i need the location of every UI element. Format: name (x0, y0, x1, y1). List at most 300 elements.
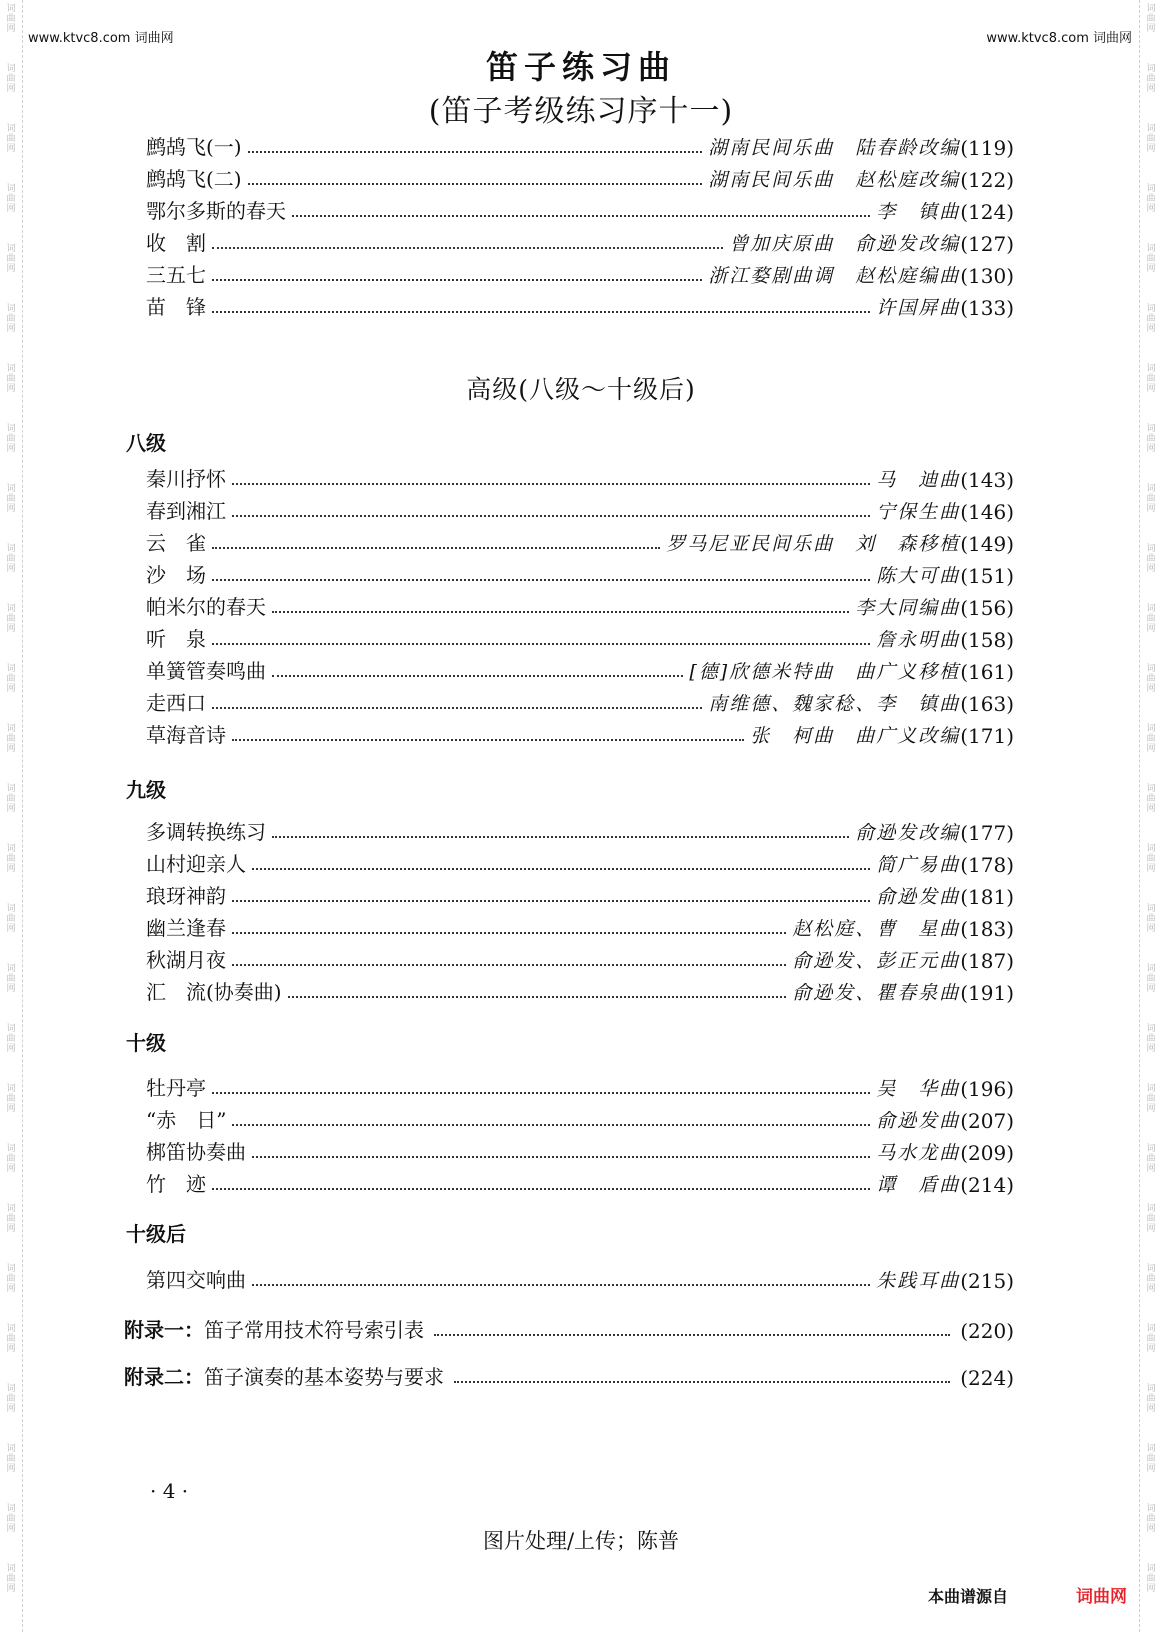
watermark-char: 曲 (6, 914, 16, 924)
watermark-mark (1140, 960, 1162, 1020)
watermark-mark (1140, 1560, 1162, 1620)
watermark-char: 网 (1146, 204, 1156, 214)
watermark-char: 词 (1146, 1564, 1156, 1574)
toc-entry-author: 浙江婺剧曲调 赵松庭编曲 (708, 265, 961, 287)
toc-entry-author: 俞逊发曲 (876, 1110, 961, 1132)
watermark-mark (0, 540, 22, 600)
watermark-char: 网 (1146, 984, 1156, 994)
toc-entry-title: 幽兰逢春 (146, 916, 226, 940)
toc-entry-title: 春到湘江 (146, 499, 226, 523)
toc-entry[interactable] (146, 130, 1014, 160)
toc-entry-page: (122) (960, 168, 1014, 192)
watermark-char: 曲 (6, 494, 16, 504)
watermark-char: 词 (6, 424, 16, 434)
watermark-char: 网 (6, 1104, 16, 1114)
watermark-char: 网 (6, 204, 16, 214)
watermark-char: 网 (1146, 1224, 1156, 1234)
appendix-entry[interactable] (124, 1360, 1014, 1390)
source-brand-link[interactable]: 词曲网 (1076, 1587, 1127, 1607)
watermark-char: 网 (1146, 144, 1156, 154)
watermark-char: 曲 (1146, 1034, 1156, 1044)
watermark-char: 曲 (1146, 1334, 1156, 1344)
watermark-mark (0, 1560, 22, 1620)
toc-entry-title: “赤 日” (146, 1108, 227, 1132)
toc-entry-author: 宁保生曲 (876, 501, 961, 523)
watermark-char: 曲 (6, 1514, 16, 1524)
watermark-char: 词 (1146, 964, 1156, 974)
advanced-section-heading: 高级(八级～十级后) (466, 375, 696, 404)
watermark-char: 曲 (6, 14, 16, 24)
watermark-char: 词 (6, 904, 16, 914)
watermark-char: 词 (6, 1564, 16, 1574)
toc-entry-title: 鄂尔多斯的春天 (146, 199, 286, 223)
toc-entry-author: 罗马尼亚民间乐曲 刘 森移植 (666, 533, 961, 555)
watermark-char: 曲 (6, 1454, 16, 1464)
watermark-char: 网 (6, 924, 16, 934)
watermark-mark (1140, 1080, 1162, 1140)
watermark-char: 词 (6, 784, 16, 794)
watermark-char: 曲 (1146, 1454, 1156, 1464)
dot-leader (272, 675, 683, 677)
dot-leader (212, 707, 702, 709)
dot-leader (288, 996, 787, 998)
toc-entry-author: 简广易曲 (876, 854, 961, 876)
watermark-char: 网 (1146, 444, 1156, 454)
watermark-mark (0, 420, 22, 480)
watermark-char: 词 (6, 1324, 16, 1334)
watermark-mark (1140, 660, 1162, 720)
watermark-char: 曲 (1146, 1394, 1156, 1404)
watermark-char: 词 (1146, 1384, 1156, 1394)
watermark-char: 网 (6, 384, 16, 394)
watermark-char: 曲 (6, 74, 16, 84)
watermark-mark (0, 1440, 22, 1500)
toc-entry-page: (156) (960, 596, 1014, 620)
toc-entry-page: (158) (960, 628, 1014, 652)
toc-entry-page: (178) (960, 853, 1014, 877)
watermark-char: 词 (6, 1264, 16, 1274)
watermark-mark (1140, 240, 1162, 300)
watermark-char: 网 (1146, 924, 1156, 934)
watermark-char: 曲 (1146, 1154, 1156, 1164)
watermark-char: 曲 (1146, 314, 1156, 324)
grade-heading: 十级后 (126, 1222, 186, 1246)
watermark-char: 网 (1146, 564, 1156, 574)
watermark-char: 网 (1146, 1524, 1156, 1534)
toc-entry[interactable] (146, 462, 1014, 492)
watermark-char: 词 (1146, 1144, 1156, 1154)
toc-entry-title: 鹧鸪飞(一) (146, 135, 242, 159)
page-subtitle: (笛子考级练习序十一) (428, 94, 734, 129)
watermark-char: 曲 (1146, 614, 1156, 624)
page-number: · 4 · (150, 1479, 189, 1503)
watermark-char: 词 (1146, 244, 1156, 254)
watermark-mark (0, 300, 22, 360)
watermark-char: 词 (1146, 64, 1156, 74)
toc-entry-page: (171) (960, 724, 1014, 748)
watermark-char: 曲 (6, 1154, 16, 1164)
watermark-char: 词 (6, 664, 16, 674)
toc-entry-page: (191) (960, 981, 1014, 1005)
watermark-char: 曲 (1146, 974, 1156, 984)
watermark-char: 词 (1146, 484, 1156, 494)
toc-entry[interactable] (146, 558, 1014, 588)
watermark-mark (0, 1260, 22, 1320)
dot-leader (232, 1124, 870, 1126)
watermark-char: 曲 (1146, 1094, 1156, 1104)
dot-leader (434, 1334, 950, 1336)
watermark-char: 网 (6, 684, 16, 694)
watermark-mark (1140, 1320, 1162, 1380)
watermark-char: 词 (1146, 4, 1156, 14)
dot-leader (212, 547, 660, 549)
watermark-mark (0, 1140, 22, 1200)
toc-entry-page: (181) (960, 885, 1014, 909)
toc-entry[interactable] (146, 494, 1014, 524)
dot-leader (272, 836, 849, 838)
watermark-char: 词 (1146, 604, 1156, 614)
header-watermark-left[interactable]: www.ktvc8.com 词曲网 (28, 31, 174, 46)
watermark-char: 词 (6, 304, 16, 314)
watermark-char: 网 (1146, 384, 1156, 394)
watermark-char: 曲 (6, 614, 16, 624)
toc-entry-title: 多调转换练习 (146, 820, 266, 844)
watermark-mark (0, 840, 22, 900)
watermark-char: 曲 (6, 974, 16, 984)
toc-entry[interactable] (146, 1263, 1014, 1293)
toc-entry-title: 苗 锋 (146, 295, 206, 319)
toc-entry[interactable] (146, 975, 1014, 1005)
watermark-char: 词 (1146, 664, 1156, 674)
toc-entry-page: (130) (960, 264, 1014, 288)
toc-entry[interactable] (146, 1103, 1014, 1133)
watermark-mark (0, 1380, 22, 1440)
toc-entry-author: 曾加庆原曲 俞逊发改编 (729, 233, 961, 255)
watermark-char: 网 (1146, 864, 1156, 874)
watermark-char: 词 (6, 484, 16, 494)
watermark-char: 曲 (1146, 14, 1156, 24)
watermark-char: 网 (6, 1404, 16, 1414)
toc-entry-page: (183) (960, 917, 1014, 941)
toc-entry-author: 陈大可曲 (876, 565, 961, 587)
grade-heading: 九级 (126, 778, 166, 802)
watermark-mark (0, 1320, 22, 1380)
toc-entry[interactable] (146, 847, 1014, 877)
watermark-char: 词 (6, 64, 16, 74)
toc-entry[interactable] (146, 290, 1014, 320)
toc-entry[interactable] (146, 1135, 1014, 1165)
watermark-char: 曲 (1146, 494, 1156, 504)
toc-entry-title: 听 泉 (146, 627, 206, 651)
watermark-char: 网 (6, 864, 16, 874)
toc-entry-author: [德]欣德米特曲 曲广义移植 (689, 661, 961, 683)
toc-entry[interactable] (146, 526, 1014, 556)
watermark-char: 词 (1146, 1264, 1156, 1274)
appendix-label: 附录二： (124, 1365, 204, 1389)
watermark-char: 网 (1146, 1044, 1156, 1054)
toc-entry[interactable] (146, 654, 1014, 684)
watermark-char: 词 (1146, 844, 1156, 854)
watermark-mark (1140, 900, 1162, 960)
toc-entry-page: (151) (960, 564, 1014, 588)
toc-entry-page: (196) (960, 1077, 1014, 1101)
toc-entry-author: 赵松庭、曹 星曲 (792, 918, 961, 940)
watermark-char: 网 (6, 1284, 16, 1294)
toc-entry-title: 汇 流(协奏曲) (146, 980, 282, 1004)
toc-entry-title: 帕米尔的春天 (146, 595, 266, 619)
toc-entry-page: (214) (960, 1173, 1014, 1197)
toc-entry-title: 牡丹亭 (146, 1076, 206, 1100)
watermark-mark (0, 660, 22, 720)
watermark-char: 词 (6, 1024, 16, 1034)
dot-leader (232, 932, 786, 934)
watermark-char: 网 (6, 744, 16, 754)
watermark-char: 网 (6, 1344, 16, 1354)
dot-leader (212, 311, 870, 313)
watermark-char: 词 (6, 604, 16, 614)
watermark-char: 词 (6, 544, 16, 554)
watermark-char: 网 (6, 324, 16, 334)
appendix-page: (220) (960, 1319, 1014, 1343)
watermark-char: 曲 (6, 854, 16, 864)
watermark-char: 词 (6, 244, 16, 254)
toc-entry-page: (143) (960, 468, 1014, 492)
page-title: 笛子练习曲 (485, 48, 676, 86)
watermark-char: 曲 (6, 1394, 16, 1404)
watermark-char: 词 (1146, 544, 1156, 554)
right-watermark-strip (1139, 0, 1162, 1632)
watermark-mark (1140, 540, 1162, 600)
watermark-char: 曲 (6, 314, 16, 324)
toc-entry-author: 吴 华曲 (876, 1078, 961, 1100)
toc-entry-page: (149) (960, 532, 1014, 556)
toc-entry-page: (161) (960, 660, 1014, 684)
watermark-mark (1140, 1380, 1162, 1440)
toc-entry[interactable] (146, 162, 1014, 192)
watermark-char: 网 (1146, 324, 1156, 334)
watermark-mark (0, 240, 22, 300)
dot-leader (232, 739, 744, 741)
toc-entry-title: 云 雀 (146, 531, 206, 555)
toc-entry[interactable] (146, 1071, 1014, 1101)
watermark-char: 词 (1146, 424, 1156, 434)
watermark-char: 曲 (1146, 1514, 1156, 1524)
watermark-char: 曲 (1146, 434, 1156, 444)
dot-leader (212, 247, 723, 249)
appendix-title: 笛子演奏的基本姿势与要求 (204, 1365, 444, 1389)
toc-entry-title: 走西口 (146, 691, 206, 715)
watermark-char: 曲 (1146, 1274, 1156, 1284)
appendix-entry[interactable] (124, 1313, 1014, 1343)
watermark-char: 网 (1146, 1584, 1156, 1594)
toc-entry-title: 沙 场 (146, 563, 206, 587)
toc-entry[interactable] (146, 686, 1014, 716)
toc-entry-title: 单簧管奏鸣曲 (146, 659, 266, 683)
toc-entry[interactable] (146, 590, 1014, 620)
toc-entry-page: (119) (960, 136, 1014, 160)
watermark-char: 网 (6, 1224, 16, 1234)
watermark-char: 词 (6, 1084, 16, 1094)
toc-entry-title: 鹧鸪飞(二) (146, 167, 242, 191)
watermark-char: 曲 (1146, 74, 1156, 84)
toc-entry-author: 詹永明曲 (876, 629, 961, 651)
toc-entry-author: 李 镇曲 (876, 201, 961, 223)
watermark-char: 网 (1146, 504, 1156, 514)
watermark-char: 词 (6, 124, 16, 134)
toc-entry-title: 山村迎亲人 (146, 852, 246, 876)
toc-entry-page: (187) (960, 949, 1014, 973)
toc-entry-author: 许国屏曲 (876, 297, 961, 319)
watermark-char: 曲 (6, 1034, 16, 1044)
watermark-char: 词 (1146, 1024, 1156, 1034)
toc-entry[interactable] (146, 226, 1014, 256)
dot-leader (232, 900, 870, 902)
watermark-mark (0, 1020, 22, 1080)
watermark-char: 曲 (6, 1094, 16, 1104)
dot-leader (212, 579, 870, 581)
toc-entry[interactable] (146, 258, 1014, 288)
toc-entry-title: 竹 迹 (146, 1172, 206, 1196)
toc-entry-title: 秦川抒怀 (146, 467, 226, 491)
toc-entry[interactable] (146, 879, 1014, 909)
watermark-char: 网 (6, 564, 16, 574)
watermark-char: 网 (1146, 24, 1156, 34)
toc-entry-title: 草海音诗 (146, 723, 226, 747)
watermark-char: 词 (1146, 184, 1156, 194)
watermark-char: 网 (1146, 1404, 1156, 1414)
toc-entry-author: 湖南民间乐曲 赵松庭改编 (708, 169, 961, 191)
toc-entry-author: 南维德、魏家稔、李 镇曲 (708, 693, 961, 715)
toc-entry[interactable] (146, 815, 1014, 845)
watermark-mark (1140, 720, 1162, 780)
toc-entry-author: 俞逊发、瞿春泉曲 (792, 982, 961, 1004)
dot-leader (252, 1156, 870, 1158)
watermark-char: 曲 (1146, 734, 1156, 744)
watermark-mark (0, 180, 22, 240)
toc-entry[interactable] (146, 718, 1014, 748)
watermark-char: 网 (1146, 1284, 1156, 1294)
watermark-char: 网 (1146, 84, 1156, 94)
watermark-char: 曲 (6, 254, 16, 264)
toc-entry-title: 梆笛协奏曲 (146, 1140, 246, 1164)
watermark-char: 词 (1146, 724, 1156, 734)
watermark-char: 网 (6, 264, 16, 274)
watermark-char: 词 (1146, 304, 1156, 314)
watermark-char: 曲 (6, 1214, 16, 1224)
dot-leader (232, 964, 786, 966)
watermark-char: 词 (1146, 1504, 1156, 1514)
watermark-char: 词 (6, 1144, 16, 1154)
watermark-mark (1140, 1140, 1162, 1200)
watermark-mark (1140, 780, 1162, 840)
watermark-char: 词 (6, 844, 16, 854)
watermark-char: 曲 (6, 1334, 16, 1344)
watermark-char: 网 (6, 84, 16, 94)
watermark-char: 网 (6, 624, 16, 634)
toc-entry-author: 张 柯曲 曲广义改编 (750, 725, 961, 747)
watermark-char: 词 (6, 1504, 16, 1514)
watermark-char: 词 (6, 724, 16, 734)
watermark-char: 网 (1146, 1344, 1156, 1354)
toc-entry-author: 谭 盾曲 (876, 1174, 961, 1196)
toc-entry-page: (209) (960, 1141, 1014, 1165)
watermark-char: 词 (1146, 1084, 1156, 1094)
watermark-mark (1140, 1260, 1162, 1320)
watermark-char: 网 (1146, 684, 1156, 694)
watermark-char: 曲 (6, 554, 16, 564)
watermark-char: 曲 (1146, 194, 1156, 204)
watermark-char: 网 (1146, 624, 1156, 634)
watermark-char: 词 (1146, 1204, 1156, 1214)
toc-entry[interactable] (146, 943, 1014, 973)
appendix-title: 笛子常用技术符号索引表 (204, 1318, 424, 1342)
toc-entry-author: 俞逊发曲 (876, 886, 961, 908)
watermark-char: 曲 (6, 194, 16, 204)
watermark-char: 曲 (1146, 854, 1156, 864)
toc-entry-author: 马 迪曲 (876, 469, 961, 491)
toc-entry-author: 马水龙曲 (876, 1142, 961, 1164)
watermark-char: 曲 (1146, 674, 1156, 684)
watermark-char: 网 (6, 1464, 16, 1474)
watermark-char: 词 (1146, 364, 1156, 374)
watermark-char: 网 (6, 804, 16, 814)
watermark-char: 词 (1146, 124, 1156, 134)
watermark-char: 曲 (1146, 374, 1156, 384)
watermark-char: 曲 (6, 374, 16, 384)
appendix-label: 附录一： (124, 1318, 204, 1342)
dot-leader (272, 611, 849, 613)
watermark-char: 词 (6, 184, 16, 194)
dot-leader (232, 483, 870, 485)
toc-entry-page: (146) (960, 500, 1014, 524)
toc-entry[interactable] (146, 1167, 1014, 1197)
toc-entry-author: 湖南民间乐曲 陆春龄改编 (708, 137, 961, 159)
watermark-mark (1140, 480, 1162, 540)
watermark-char: 词 (6, 964, 16, 974)
toc-entry[interactable] (146, 911, 1014, 941)
watermark-char: 词 (1146, 784, 1156, 794)
toc-entry[interactable] (146, 194, 1014, 224)
watermark-char: 网 (6, 504, 16, 514)
toc-entry-page: (133) (960, 296, 1014, 320)
watermark-char: 网 (6, 1584, 16, 1594)
toc-entry-title: 收 割 (146, 231, 206, 255)
watermark-mark (0, 720, 22, 780)
watermark-mark (1140, 840, 1162, 900)
dot-leader (252, 1284, 870, 1286)
watermark-char: 曲 (1146, 794, 1156, 804)
watermark-char: 网 (1146, 1164, 1156, 1174)
watermark-char: 词 (1146, 904, 1156, 914)
toc-entry[interactable] (146, 622, 1014, 652)
watermark-char: 曲 (1146, 134, 1156, 144)
watermark-mark (0, 1080, 22, 1140)
toc-entry-page: (207) (960, 1109, 1014, 1133)
watermark-char: 词 (6, 1204, 16, 1214)
toc-entry-title: 秋湖月夜 (146, 948, 226, 972)
watermark-char: 词 (6, 364, 16, 374)
toc-entry-title: 第四交响曲 (146, 1268, 246, 1292)
header-watermark-right[interactable]: www.ktvc8.com 词曲网 (986, 31, 1132, 46)
toc-entry-page: (177) (960, 821, 1014, 845)
upload-credit: 图片处理/上传；陈普 (482, 1529, 680, 1553)
watermark-mark (1140, 600, 1162, 660)
watermark-char: 曲 (6, 134, 16, 144)
watermark-char: 网 (6, 984, 16, 994)
watermark-mark (0, 1200, 22, 1260)
watermark-char: 网 (6, 1524, 16, 1534)
dot-leader (212, 1092, 870, 1094)
